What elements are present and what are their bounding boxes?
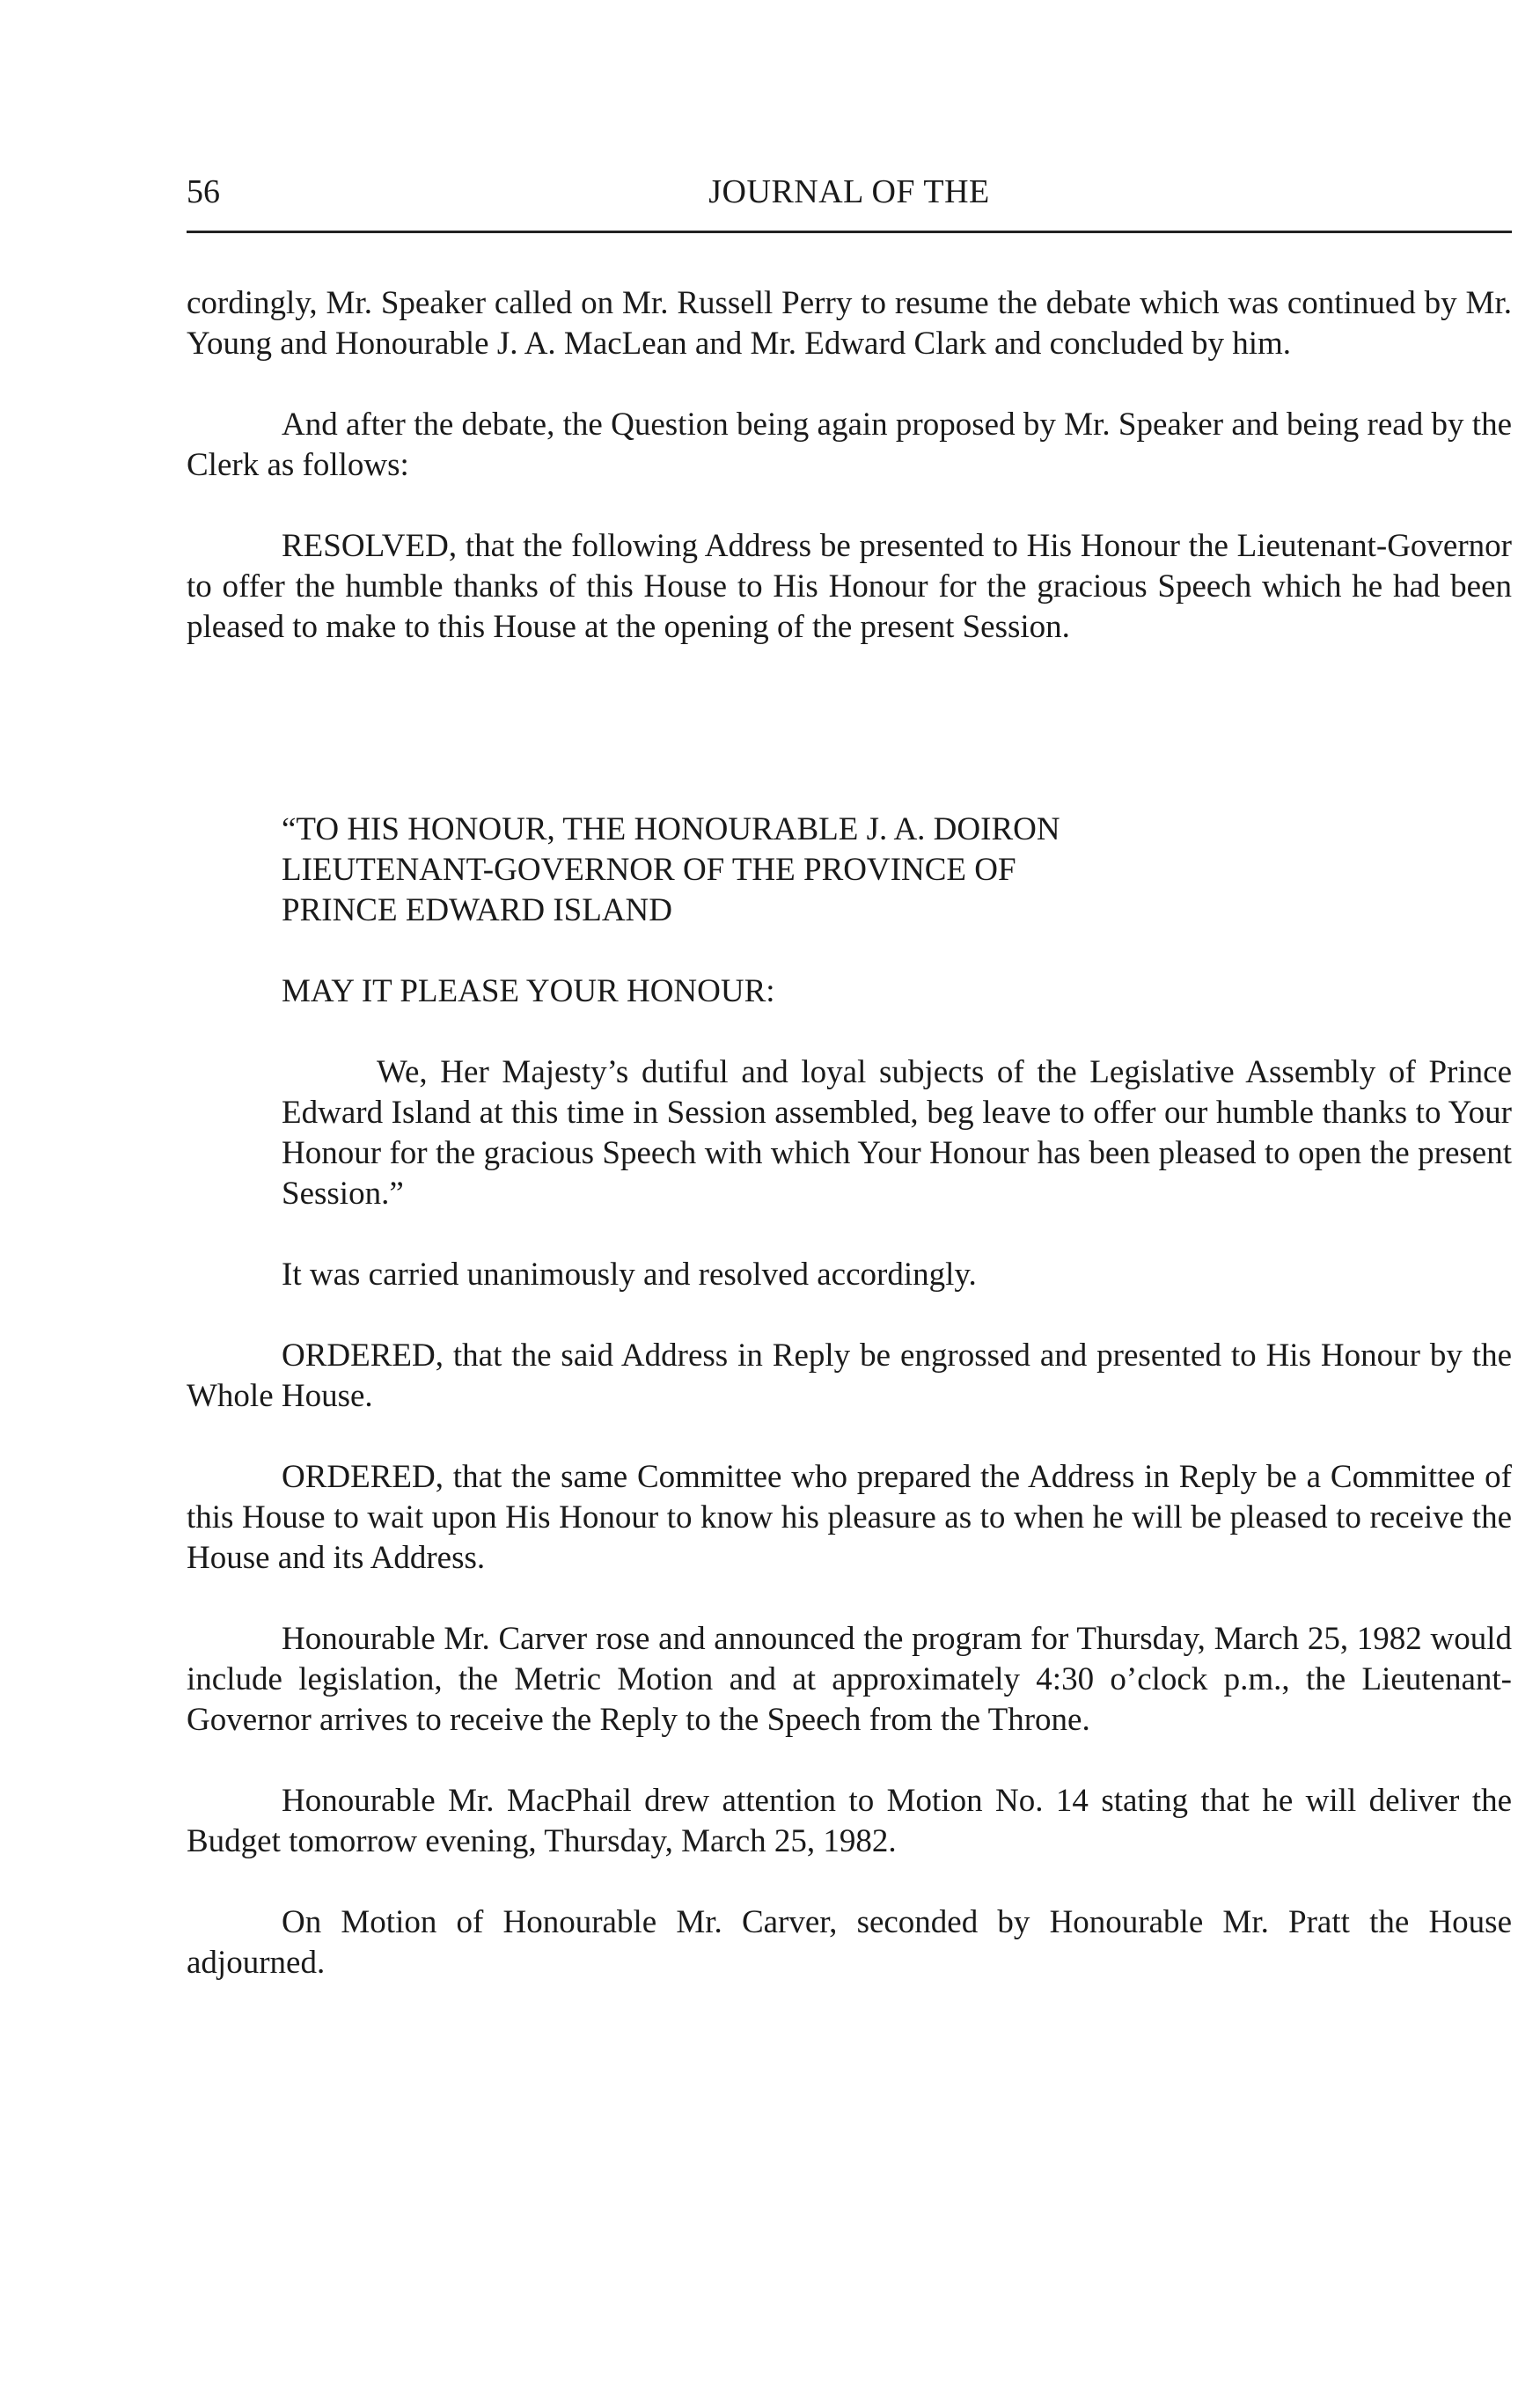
address-block: [187, 810, 1512, 1295]
resolution-paragraph: RESOLVED, that the following Address be presented to His Honour the Lieutenant-Governor to offer the humble thanks of this House to His Honour for the gracious Speech which he had been pleased to make to this House at the opening of the present Session.: [187, 528, 1512, 645]
spacer: [282, 931, 1512, 971]
page-header: [187, 172, 1512, 216]
budget-notice-paragraph: Honourable Mr. MacPhail drew attention to Motion No. 14 stating that he will deliver the Budget tomorrow evening, Thursday, March 25, 1982.: [187, 1783, 1512, 1859]
continued-paragraph: cordingly, Mr. Speaker called on Mr. Russell Perry to resume the debate which was continued by Mr. Young and Honourable J. A. MacLean and Mr. Edward Clark and concluded by him.: [187, 285, 1512, 362]
order-engrossed-paragraph: ORDERED, that the said Address in Reply be engrossed and presented to His Honour by the Whole House.: [187, 1338, 1512, 1414]
address-heading-line-1: “TO HIS HONOUR, THE HONOURABLE J. A. DOIRON: [282, 811, 1060, 847]
address-result: It was carried unanimously and resolved accordingly.: [282, 1257, 977, 1293]
address-salutation: MAY IT PLEASE YOUR HONOUR:: [282, 973, 775, 1009]
header-rule: [187, 231, 1512, 233]
address-heading: [282, 810, 1512, 931]
spacer: [187, 1295, 1512, 1336]
adjournment-paragraph: On Motion of Honourable Mr. Carver, seconded by Honourable Mr. Pratt the House adjourned.: [187, 1904, 1512, 1981]
running-head: JOURNAL OF THE: [708, 173, 990, 210]
section-spacer: [187, 648, 1512, 810]
address-body: We, Her Majesty’s dutiful and loyal subjects of the Legislative Assembly of Prince Edward Island at this time in Session assembled, beg leave to offer our humble thanks to Your Honour for the gracious Speech with which Your Honour has been pleased to open the present Session.”: [282, 1054, 1512, 1212]
address-heading-line-3: PRINCE EDWARD ISLAND: [282, 892, 672, 928]
page-number: 56: [187, 173, 220, 210]
address-heading-line-2: LIEUTENANT-GOVERNOR OF THE PROVINCE OF: [282, 852, 1016, 888]
program-announcement-paragraph: Honourable Mr. Carver rose and announced the program for Thursday, March 25, 1982 would include legislation, the Metric Motion and at approximately 4:30 o’clock p.m., the Lieutenant-Governor arrives to receive the Reply to the Speech from the Throne.: [187, 1621, 1512, 1738]
question-paragraph: And after the debate, the Question being again proposed by Mr. Speaker and being read by the Clerk as follows:: [187, 407, 1512, 483]
spacer: [282, 1012, 1512, 1052]
spacer: [282, 1214, 1512, 1255]
page-body: [187, 283, 1512, 2024]
order-committee-paragraph: ORDERED, that the same Committee who prepared the Address in Reply be a Committee of this House to wait upon His Honour to know his pleasure as to when he will be pleased to receive the House and its Address.: [187, 1459, 1512, 1576]
